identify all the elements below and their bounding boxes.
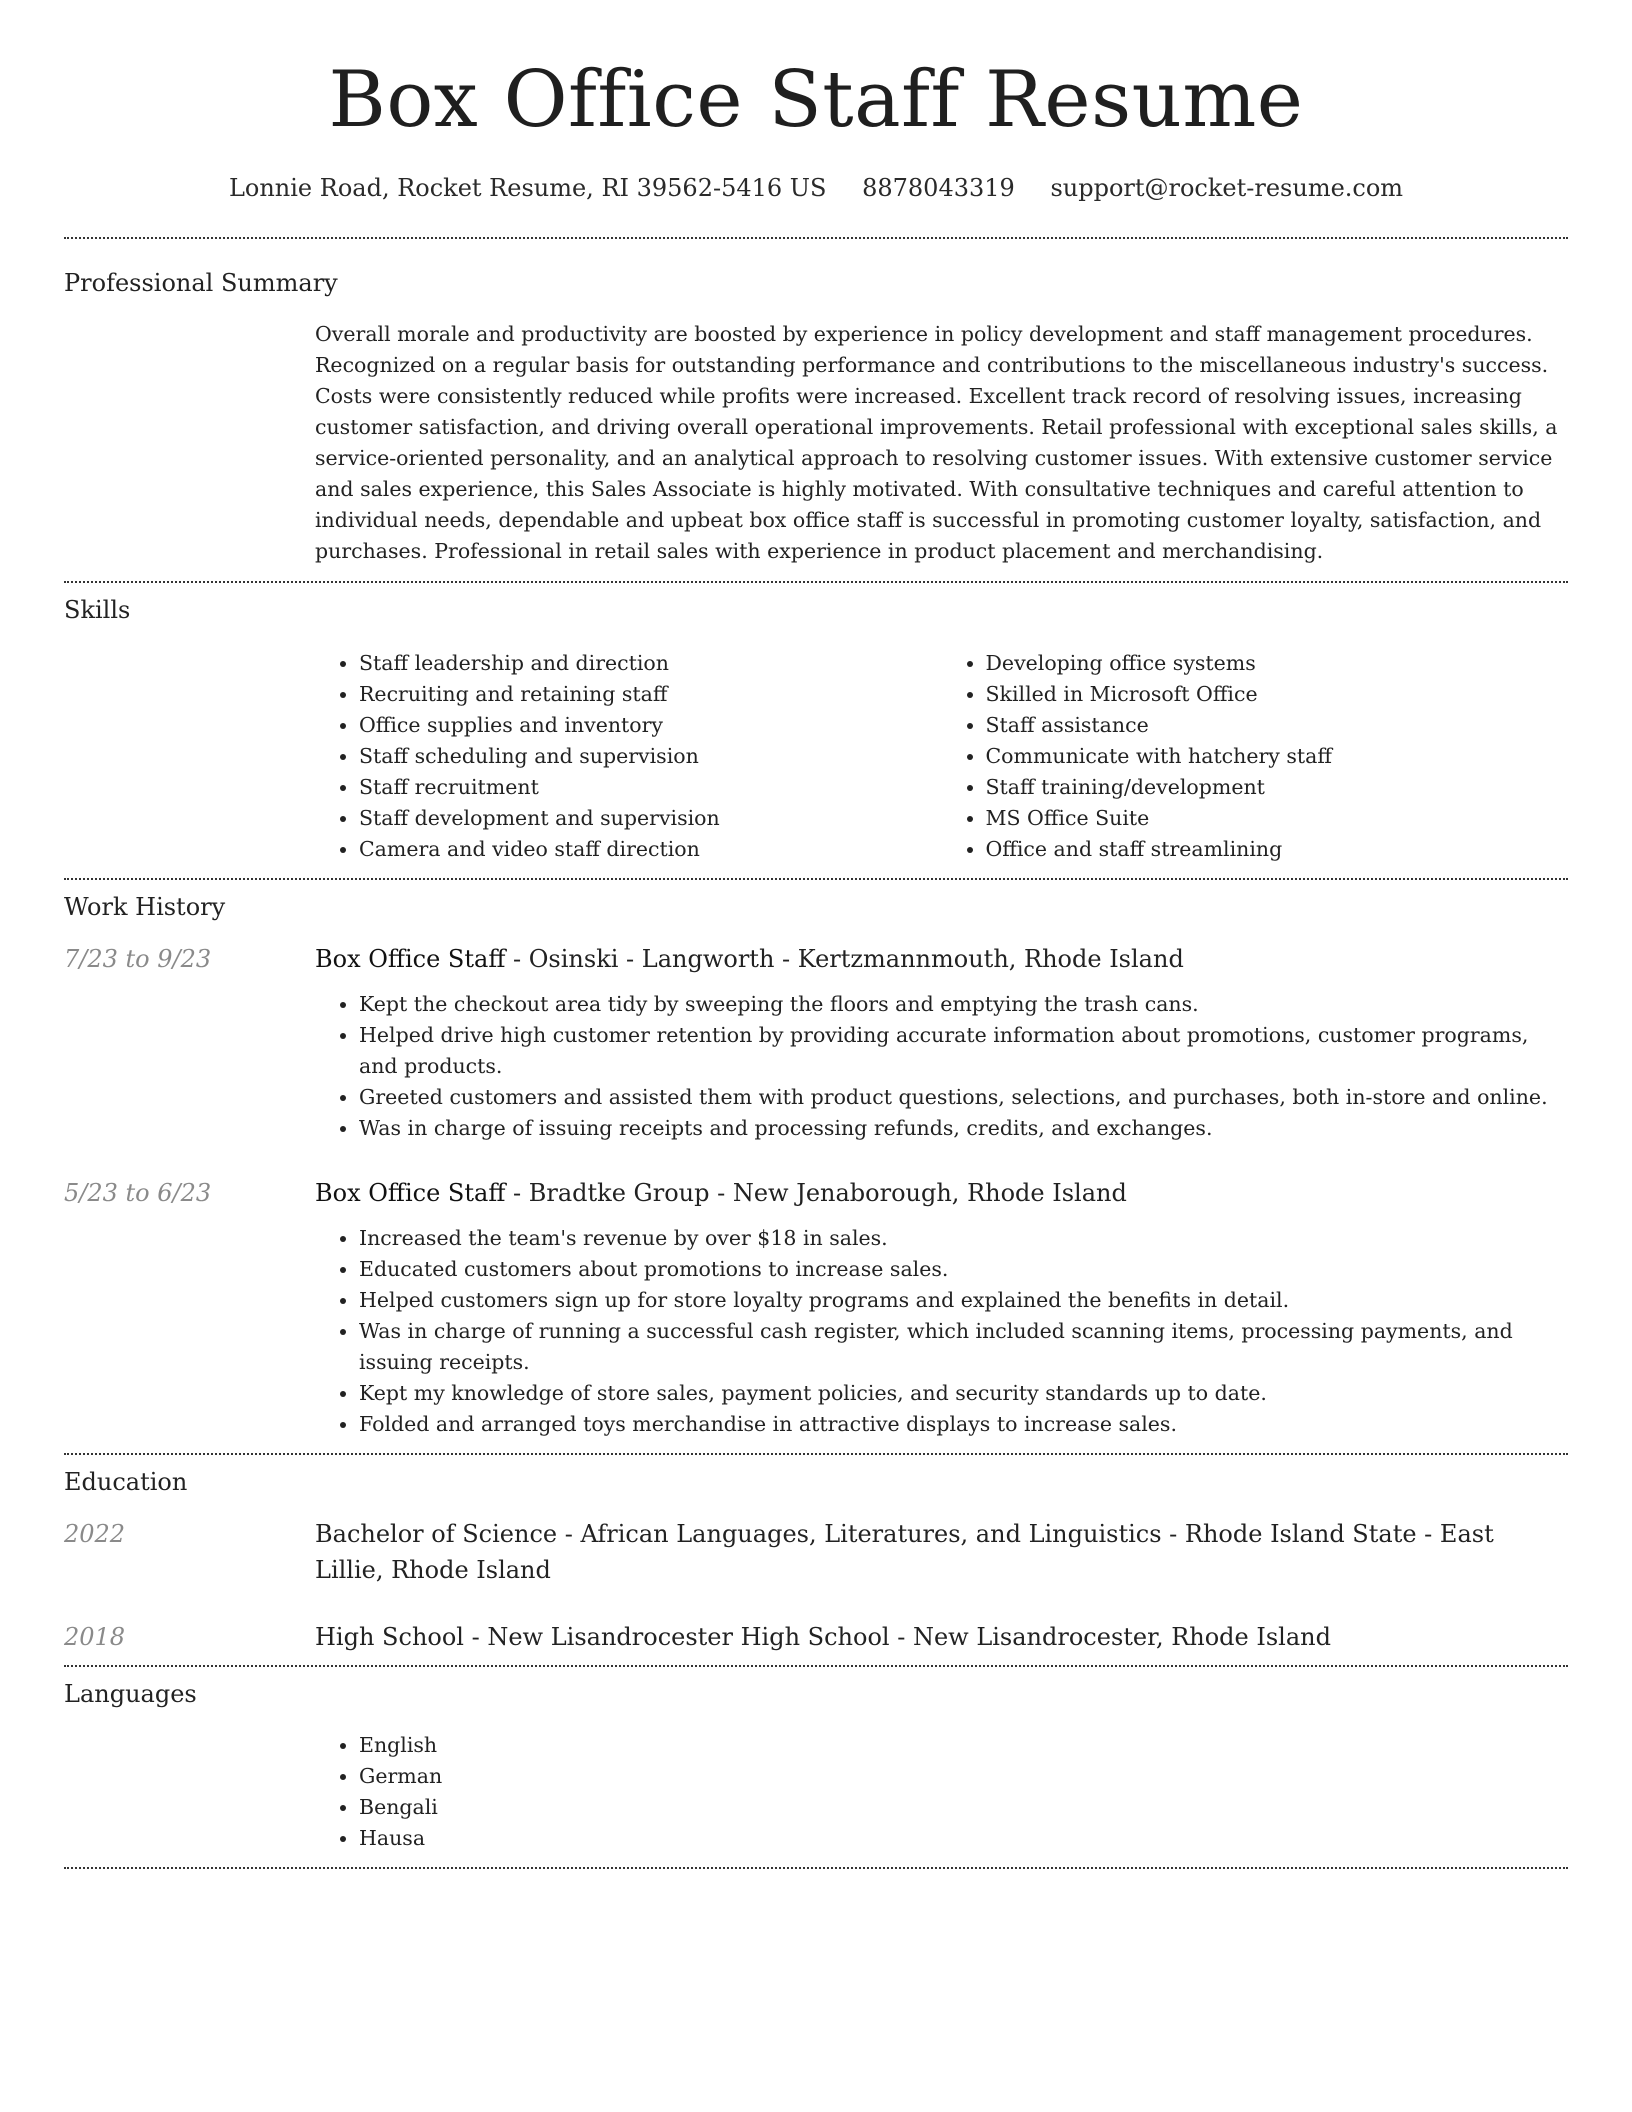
education-school: Rhode Island State - East Lillie, Rhode Island bbox=[315, 1520, 1494, 1584]
skills-heading: Skills bbox=[64, 596, 131, 624]
skill-item: • Developing office systems bbox=[986, 648, 1569, 679]
resume-page bbox=[64, 0, 1568, 1869]
education-year: 2022 bbox=[64, 1520, 126, 1548]
skill-item: • Office supplies and inventory bbox=[359, 710, 942, 741]
work-heading: Work History bbox=[64, 893, 226, 921]
contact-address: Lonnie Road, Rocket Resume, RI 39562-5416 US bbox=[228, 174, 827, 202]
job-bullets bbox=[315, 989, 1568, 1144]
job-role: Box Office Staff bbox=[315, 945, 506, 973]
skills-list-left bbox=[315, 648, 942, 865]
job-heading: Box Office Staff - Osinski - Langworth - Kertzmannmouth, Rhode Island bbox=[315, 945, 1184, 973]
section-divider bbox=[64, 1867, 1568, 1869]
summary-text: Overall morale and productivity are boosted by experience in policy development and staff management procedures. Recognized on a regular basis for outstanding performance and contributions to the miscellaneous industry's success. Costs were consistently reduced while profits were increased. Excellent track record of resolving issues, increasing customer satisfaction, and driving overall operational improvements. Retail professional with exceptional sales skills, a service-oriented personality, and an analytical approach to resolving customer issues. With extensive customer service and sales experience, this Sales Associate is highly motivated. With consultative techniques and careful attention to individual needs, dependable and upbeat box office staff is successful in promoting customer loyalty, satisfaction, and purchases. Professional in retail sales with experience in product placement and merchandising. bbox=[315, 322, 1558, 563]
job-company: Osinski - Langworth - Kertzmannmouth, Rhode Island bbox=[528, 945, 1184, 973]
languages-heading: Languages bbox=[64, 1680, 197, 1708]
education-heading-line: Bachelor of Science - African Languages, Literatures, and Linguistics - Rhode Island State - East Lillie, Rhode Island bbox=[315, 1520, 1494, 1584]
skill-item: • Staff development and supervision bbox=[359, 803, 942, 834]
skill-item: • Staff scheduling and supervision bbox=[359, 741, 942, 772]
language-item: • Bengali bbox=[359, 1792, 1568, 1823]
job-role: Box Office Staff bbox=[315, 1179, 506, 1207]
summary-heading: Professional Summary bbox=[64, 269, 338, 297]
job-bullet: • Kept the checkout area tidy by sweeping the floors and emptying the trash cans. bbox=[359, 989, 1568, 1020]
job-dates: 7/23 to 9/23 bbox=[64, 945, 212, 973]
skills-section bbox=[64, 583, 1568, 878]
education-degree: High School bbox=[315, 1623, 464, 1651]
education-year: 2018 bbox=[64, 1623, 126, 1651]
contact-line bbox=[64, 172, 1568, 204]
language-item: • Hausa bbox=[359, 1823, 1568, 1854]
skill-item: • Staff leadership and direction bbox=[359, 648, 942, 679]
skill-item: • Staff recruitment bbox=[359, 772, 942, 803]
job-bullet: • Kept my knowledge of store sales, payment policies, and security standards up to date. bbox=[359, 1378, 1568, 1409]
education-school: New Lisandrocester High School - New Lisandrocester, Rhode Island bbox=[487, 1623, 1331, 1651]
contact-phone: 8878043319 bbox=[862, 174, 1015, 202]
job-bullet: • Helped drive high customer retention by providing accurate information about promotions, customer programs, and products. bbox=[359, 1020, 1568, 1082]
education-entry bbox=[64, 1619, 1568, 1665]
job-entry bbox=[64, 941, 1568, 1144]
languages-list bbox=[315, 1730, 1568, 1854]
contact-email: support@rocket-resume.com bbox=[1050, 174, 1404, 202]
job-dates: 5/23 to 6/23 bbox=[64, 1179, 212, 1207]
skill-item: • Staff assistance bbox=[986, 710, 1569, 741]
job-company: Bradtke Group - New Jenaborough, Rhode Island bbox=[528, 1179, 1127, 1207]
job-bullet: • Greeted customers and assisted them with product questions, selections, and purchases, both in-store and online. bbox=[359, 1082, 1568, 1113]
skills-list-right bbox=[942, 648, 1569, 865]
job-bullet: • Folded and arranged toys merchandise in attractive displays to increase sales. bbox=[359, 1409, 1568, 1440]
language-item: • English bbox=[359, 1730, 1568, 1761]
job-bullet: • Increased the team's revenue by over $18 in sales. bbox=[359, 1223, 1568, 1254]
skill-item: • Skilled in Microsoft Office bbox=[986, 679, 1569, 710]
education-degree: Bachelor of Science - African Languages, Literatures, and Linguistics bbox=[315, 1520, 1162, 1548]
job-bullet: • Educated customers about promotions to increase sales. bbox=[359, 1254, 1568, 1285]
skill-item: • Recruiting and retaining staff bbox=[359, 679, 942, 710]
resume-title: Box Office Staff Resume bbox=[328, 55, 1304, 145]
education-heading-line: High School - New Lisandrocester High School - New Lisandrocester, Rhode Island bbox=[315, 1623, 1331, 1651]
job-bullets bbox=[315, 1223, 1568, 1440]
skill-item: • Camera and video staff direction bbox=[359, 834, 942, 865]
job-entry bbox=[64, 1175, 1568, 1453]
job-heading: Box Office Staff - Bradtke Group - New Jenaborough, Rhode Island bbox=[315, 1179, 1127, 1207]
language-item: • German bbox=[359, 1761, 1568, 1792]
job-bullet: • Helped customers sign up for store loyalty programs and explained the benefits in detail. bbox=[359, 1285, 1568, 1316]
summary-section bbox=[64, 239, 1568, 581]
education-entry bbox=[64, 1516, 1568, 1588]
skill-item: • MS Office Suite bbox=[986, 803, 1569, 834]
job-bullet: • Was in charge of running a successful cash register, which included scanning items, processing payments, and issuing receipts. bbox=[359, 1316, 1568, 1378]
languages-section bbox=[64, 1667, 1568, 1867]
education-section bbox=[64, 1455, 1568, 1665]
work-section bbox=[64, 880, 1568, 1453]
education-heading: Education bbox=[64, 1468, 188, 1496]
skill-item: • Office and staff streamlining bbox=[986, 834, 1569, 865]
skill-item: • Staff training/development bbox=[986, 772, 1569, 803]
skill-item: • Communicate with hatchery staff bbox=[986, 741, 1569, 772]
job-bullet: • Was in charge of issuing receipts and processing refunds, credits, and exchanges. bbox=[359, 1113, 1568, 1144]
